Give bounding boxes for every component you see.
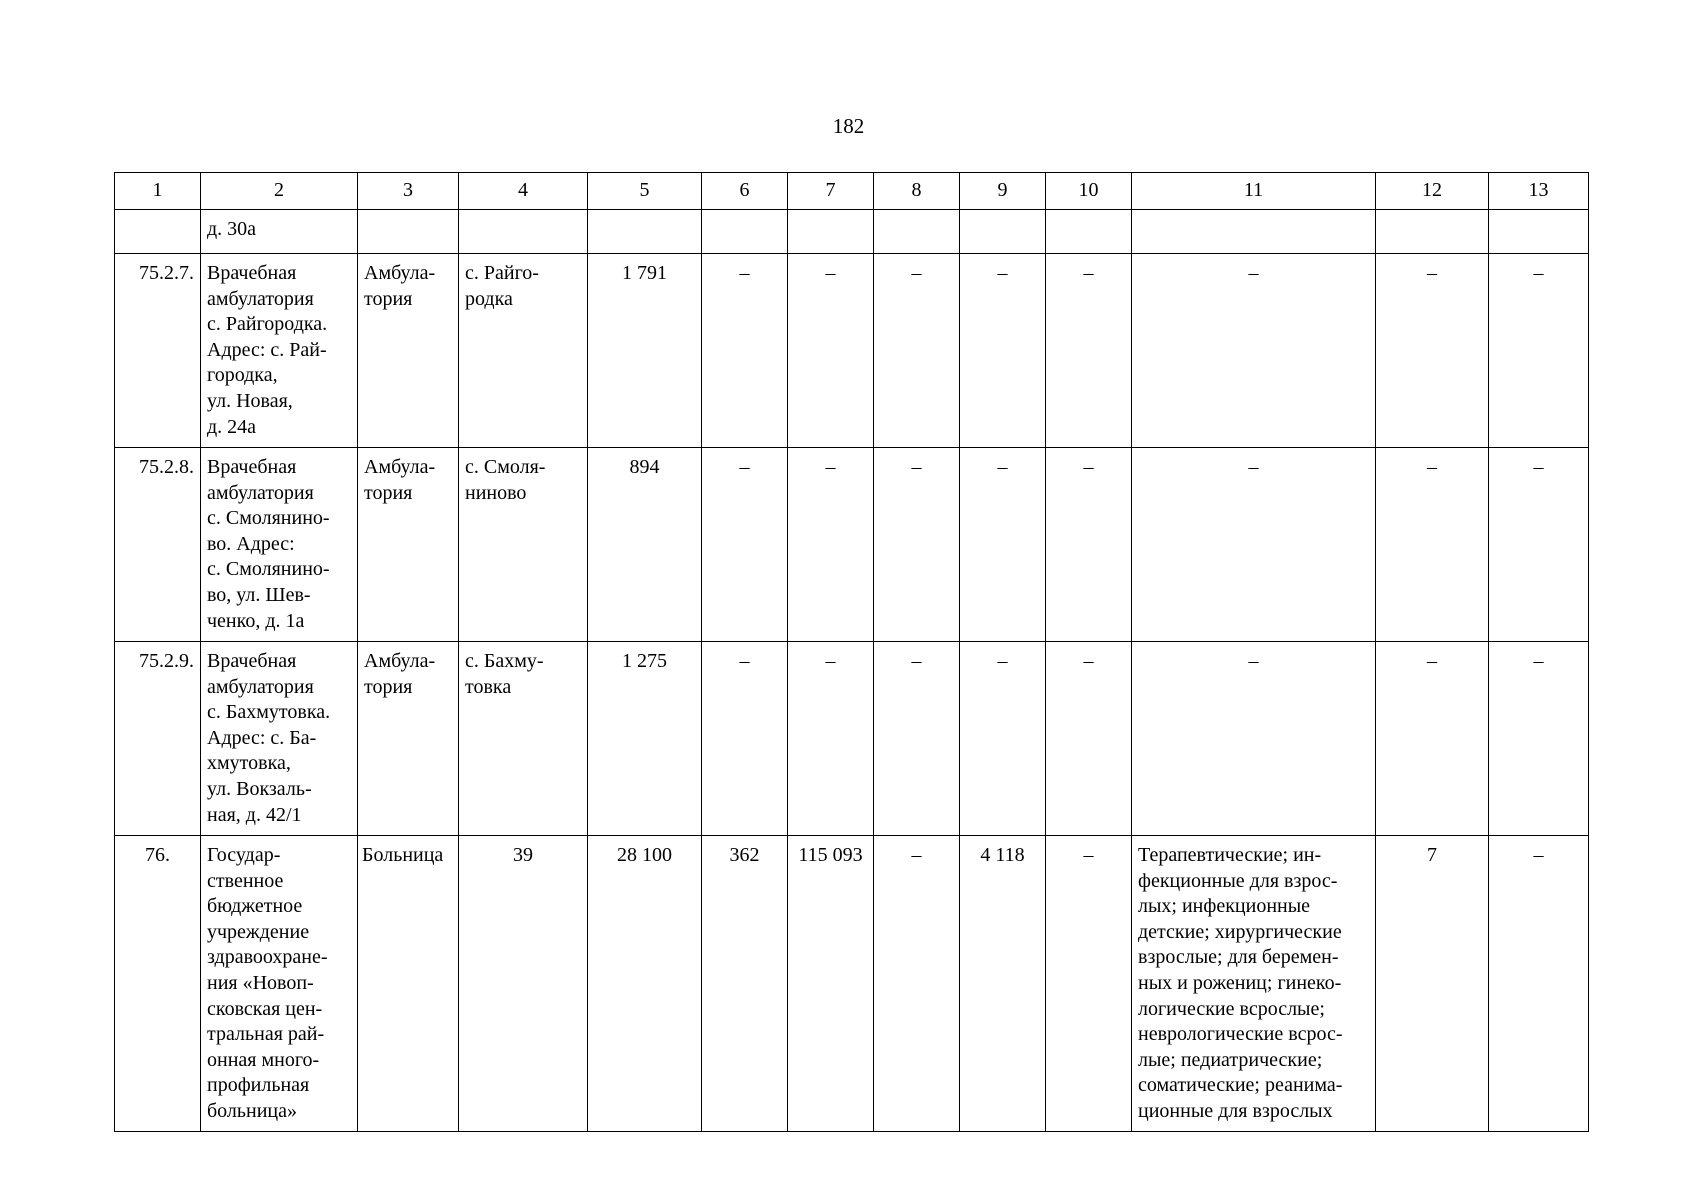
- column-header: 7: [788, 173, 874, 210]
- column-header: 11: [1132, 173, 1376, 210]
- value-cell: –: [874, 254, 960, 448]
- profile-cell: [1132, 210, 1376, 254]
- facility-name-text: Врачебная амбулатория с. Райгородка. Адрес: с. Рай- городка, ул. Новая, д. 24а: [207, 262, 328, 438]
- facility-type-cell: [358, 254, 459, 448]
- value-cell: –: [960, 448, 1046, 642]
- value-cell: 28 100: [588, 836, 702, 1132]
- row-number-cell: [115, 210, 201, 254]
- value-cell: 894: [588, 448, 702, 642]
- facility-type-text: Амбула- тория: [364, 650, 436, 698]
- value-cell: 4 118: [960, 836, 1046, 1132]
- value-cell: –: [1489, 836, 1589, 1132]
- facility-name-cell: [201, 448, 358, 642]
- value-cell: 362: [702, 836, 788, 1132]
- value-cell: [960, 210, 1046, 254]
- value-cell: –: [1489, 254, 1589, 448]
- facility-type-text: Амбула- тория: [364, 456, 436, 504]
- location-cell: 39: [459, 836, 588, 1132]
- column-header: 1: [115, 173, 201, 210]
- table-row: [115, 642, 1589, 836]
- bed-profiles-text: Терапевтические; ин- фекционные для взрос- лых; инфекционные детские; хирургические взрослые; для беремен- ных и рожениц; гинеко- логические всрослые; неврологические всрос- лые; педиатрические; соматические; реанима- ционные для взрослых: [1138, 844, 1343, 1122]
- facility-type-cell: Больница: [358, 836, 459, 1132]
- facility-name-text: Врачебная амбулатория с. Смолянино- во. Адрес: с. Смолянино- во, ул. Шев- ченко, д. 1а: [207, 456, 330, 632]
- column-header: 9: [960, 173, 1046, 210]
- value-cell: 1 791: [588, 254, 702, 448]
- table-row: [115, 836, 1589, 1132]
- row-number-cell: 75.2.7.: [115, 254, 201, 448]
- value-cell: –: [1046, 836, 1132, 1132]
- facility-type-text: Амбула- тория: [364, 262, 436, 310]
- facility-name-text: Государ- ственное бюджетное учреждение здравоохране- ния «Новоп- сковская цен- тральная рай- онная много- профильная больница»: [207, 844, 328, 1122]
- value-cell: –: [702, 448, 788, 642]
- column-header: 6: [702, 173, 788, 210]
- value-cell: –: [788, 254, 874, 448]
- value-cell: –: [1376, 448, 1489, 642]
- value-cell: –: [874, 836, 960, 1132]
- location-cell: [459, 254, 588, 448]
- table-row: [115, 254, 1589, 448]
- facility-name-cell: [201, 836, 358, 1132]
- value-cell: [874, 210, 960, 254]
- profile-cell: –: [1132, 642, 1376, 836]
- column-header: 13: [1489, 173, 1589, 210]
- table-row: [115, 448, 1589, 642]
- value-cell: 1 275: [588, 642, 702, 836]
- column-number-row: [115, 173, 1589, 210]
- value-cell: –: [960, 642, 1046, 836]
- value-cell: –: [1046, 642, 1132, 836]
- value-cell: –: [960, 254, 1046, 448]
- value-cell: –: [702, 642, 788, 836]
- value-cell: –: [874, 448, 960, 642]
- facility-name-cell: [201, 642, 358, 836]
- facility-name-cell: [201, 210, 358, 254]
- location-cell: [459, 642, 588, 836]
- value-cell: –: [1489, 642, 1589, 836]
- column-header: 5: [588, 173, 702, 210]
- column-header: 8: [874, 173, 960, 210]
- value-cell: [1046, 210, 1132, 254]
- value-cell: –: [874, 642, 960, 836]
- value-cell: –: [1376, 642, 1489, 836]
- column-header: 2: [201, 173, 358, 210]
- facility-name-text: Врачебная амбулатория с. Бахмутовка. Адрес: с. Ба- хмутовка, ул. Вокзаль- ная, д. 42/1: [207, 650, 331, 826]
- column-header: 12: [1376, 173, 1489, 210]
- profile-cell: [1132, 836, 1376, 1132]
- table-row: [115, 210, 1589, 254]
- column-header: 3: [358, 173, 459, 210]
- profile-cell: –: [1132, 448, 1376, 642]
- value-cell: [702, 210, 788, 254]
- column-header: 10: [1046, 173, 1132, 210]
- value-cell: –: [1046, 254, 1132, 448]
- row-number-cell: 75.2.9.: [115, 642, 201, 836]
- row-number-cell: 75.2.8.: [115, 448, 201, 642]
- profile-cell: –: [1132, 254, 1376, 448]
- value-cell: –: [1376, 254, 1489, 448]
- location-text: с. Бахму- товка: [465, 650, 544, 698]
- row-number-cell: 76.: [115, 836, 201, 1132]
- facility-type-cell: [358, 642, 459, 836]
- value-cell: –: [788, 642, 874, 836]
- column-header: 4: [459, 173, 588, 210]
- location-text: с. Смоля- ниново: [465, 456, 546, 504]
- facility-type-cell: [358, 210, 459, 254]
- location-text: с. Райго- родка: [465, 262, 539, 310]
- facility-name-text: д. 30а: [207, 218, 257, 240]
- facilities-table: [114, 172, 1589, 1132]
- value-cell: –: [1489, 448, 1589, 642]
- value-cell: [1376, 210, 1489, 254]
- value-cell: –: [1046, 448, 1132, 642]
- value-cell: –: [788, 448, 874, 642]
- page-number: 182: [832, 114, 865, 138]
- facility-type-cell: [358, 448, 459, 642]
- value-cell: [1489, 210, 1589, 254]
- value-cell: [588, 210, 702, 254]
- location-cell: [459, 210, 588, 254]
- value-cell: [788, 210, 874, 254]
- facility-name-cell: [201, 254, 358, 448]
- value-cell: 7: [1376, 836, 1489, 1132]
- value-cell: –: [702, 254, 788, 448]
- value-cell: 115 093: [788, 836, 874, 1132]
- location-cell: [459, 448, 588, 642]
